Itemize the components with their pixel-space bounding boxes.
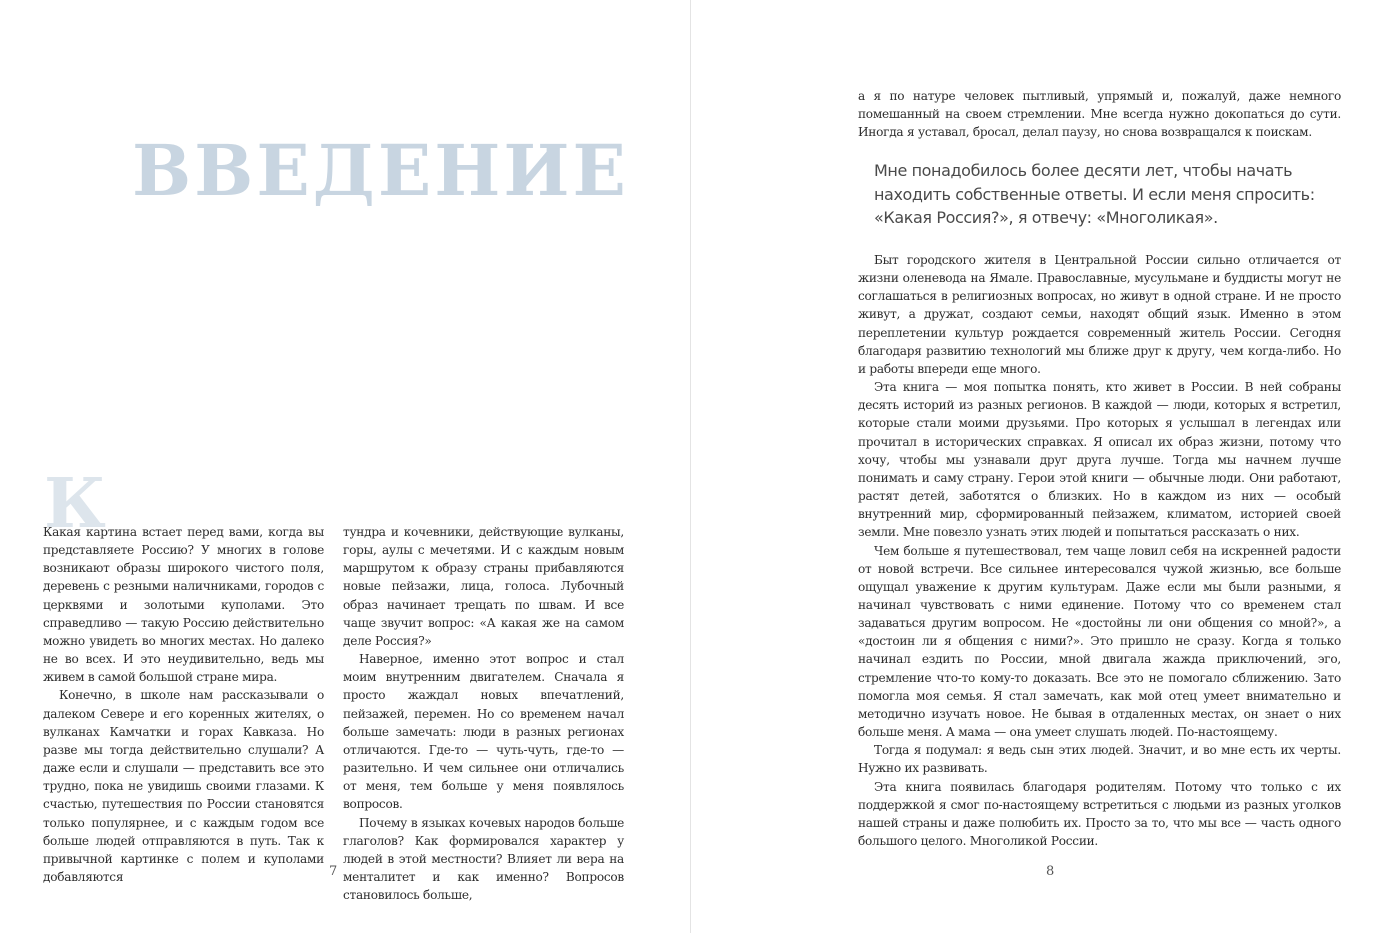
continued-text: [858, 87, 1341, 141]
paragraph: Конечно, в школе нам рассказывали о далеком Севере и его коренных жителях, о вулканах Камчатки и горах Кавказа. Но разве мы тогда действительно слушали? А даже если и слушали — представить все это трудно, пока не увидишь своими глазами. К счастью, путешествия по России становятся только популярнее, и с каждым годом все больше людей отправляются в путь. Так к привычной картинке с полем и куполами добавляются: [43, 688, 324, 884]
text-column-1: [43, 523, 324, 886]
paragraph: Тогда я подумал: я ведь сын этих людей. Значит, и во мне есть их черты. Нужно их развивать.: [858, 743, 1341, 776]
pull-quote: Мне понадобилось более десяти лет, чтобы начать находить собственные ответы. И если меня спросить: «Какая Россия?», я отвечу: «Многоликая».: [874, 161, 1315, 227]
paragraph: а я по натуре человек пытливый, упрямый и, пожалуй, даже немного помешанный на своем стремлении. Мне всегда нужно докопаться до сути. Иногда я уставал, бросал, делал паузу, но снова возвращался к поискам.: [858, 89, 1341, 140]
chapter-title: ВВЕДЕНИЕ: [132, 129, 629, 212]
page-number: 8: [1046, 864, 1055, 879]
paragraph: Эта книга появилась благодаря родителям. Потому что только с их поддержкой я смог по-настоящему встретиться с людьми из разных уголков нашей страны и даже полюбить их. Просто за то, что мы все — часть одного большого целого. Многоликой России.: [858, 779, 1341, 848]
left-page: [0, 0, 690, 933]
drop-cap: К: [44, 464, 106, 544]
paragraph: Быт городского жителя в Центральной России сильно отличается от жизни оленевода на Ямале. Православные, мусульмане и буддисты могут не соглашаться в религиозных вопросах, но живут в одной стране. И не просто живут, а дружат, создают семьи, находят общий язык. Именно в этом переплетении культур рождается современный житель России. Сегодня благодаря развитию технологий мы ближе друг к другу, чем когда-либо. Но и работы впереди еще много.: [858, 253, 1341, 376]
paragraph: Какая картина встает перед вами, когда вы представляете Россию? У многих в голове возникают образы широкого чистого поля, деревень с резными наличниками, городов с церквями и золотыми куполами. Это справедливо — такую Россию действительно можно увидеть во многих местах. Но далеко не во всех. И это неудивительно, ведь мы живем в самой большой стране мира.: [43, 525, 324, 685]
paragraph: Почему в языках кочевых народов больше глаголов? Как формировался характер у людей в этой местности? Влияет ли вера на менталитет и как именно? Вопросов становилось больше,: [343, 815, 624, 903]
paragraph: Наверное, именно этот вопрос и стал моим внутренним двигателем. Сначала я просто жаждал новых впечатлений, пейзажей, перемен. Но со временем начал больше замечать: люди в разных регионах отличаются. Где-то — чуть-чуть, где-то — разительно. И чем сильнее они отличались от меня, тем больше у меня появлялось вопросов.: [343, 652, 624, 812]
paragraph: Эта книга — моя попытка понять, кто живет в России. В ней собраны десять историй из разных регионов. В каждой — люди, которых я встретил, которые стали моими друзьями. Про которых я услышал в легендах или прочитал в исторических справках. Я описал их образ жизни, потому что хочу, чтобы мы узнавали друг друга лучше. Тогда мы начнем лучше понимать и саму страну. Герои этой книги — обычные люди. Они работают, растят детей, заботятся о близких. Но в каждом из них — особый внутренний мир, сформированный пейзажем, климатом, историей своей земли. Мне повезло узнать этих людей и попытаться рассказать о них.: [858, 380, 1341, 540]
text-column-2: [343, 523, 624, 904]
right-page: [691, 0, 1383, 933]
paragraph: тундра и кочевники, действующие вулканы, горы, аулы с мечетями. И с каждым новым маршрутом к образу страны прибавляются новые пейзажи, лица, голоса. Лубочный образ начинает трещать по швам. И все чаще звучит вопрос: «А какая же на самом деле Россия?»: [343, 525, 624, 648]
body-text: [858, 251, 1341, 850]
page-number: 7: [329, 864, 338, 879]
paragraph: Чем больше я путешествовал, тем чаще ловил себя на искренней радости от новой встречи. Все сильнее интересовался чужой жизнью, все больше ощущал уважение к другим культурам. Даже если мы были разными, я начинал чувствовать с ними единение. Потому что со временем стал задаваться другим вопросом. Не «достойны ли они общения со мной?», а «достоин ли я общения с ними?». Это пришло не сразу. Когда я только начинал ездить по России, мной двигала жажда приключений, эго, стремление что-то кому-то доказать. Все это не помогало сближению. Зато помогла моя семья. Я стал замечать, как мой отец умеет внимательно и методично изучать новое. Не бывая в отдаленных местах, он знает о них больше меня. А мама — она умеет слушать людей. По-настоящему.: [858, 543, 1341, 740]
